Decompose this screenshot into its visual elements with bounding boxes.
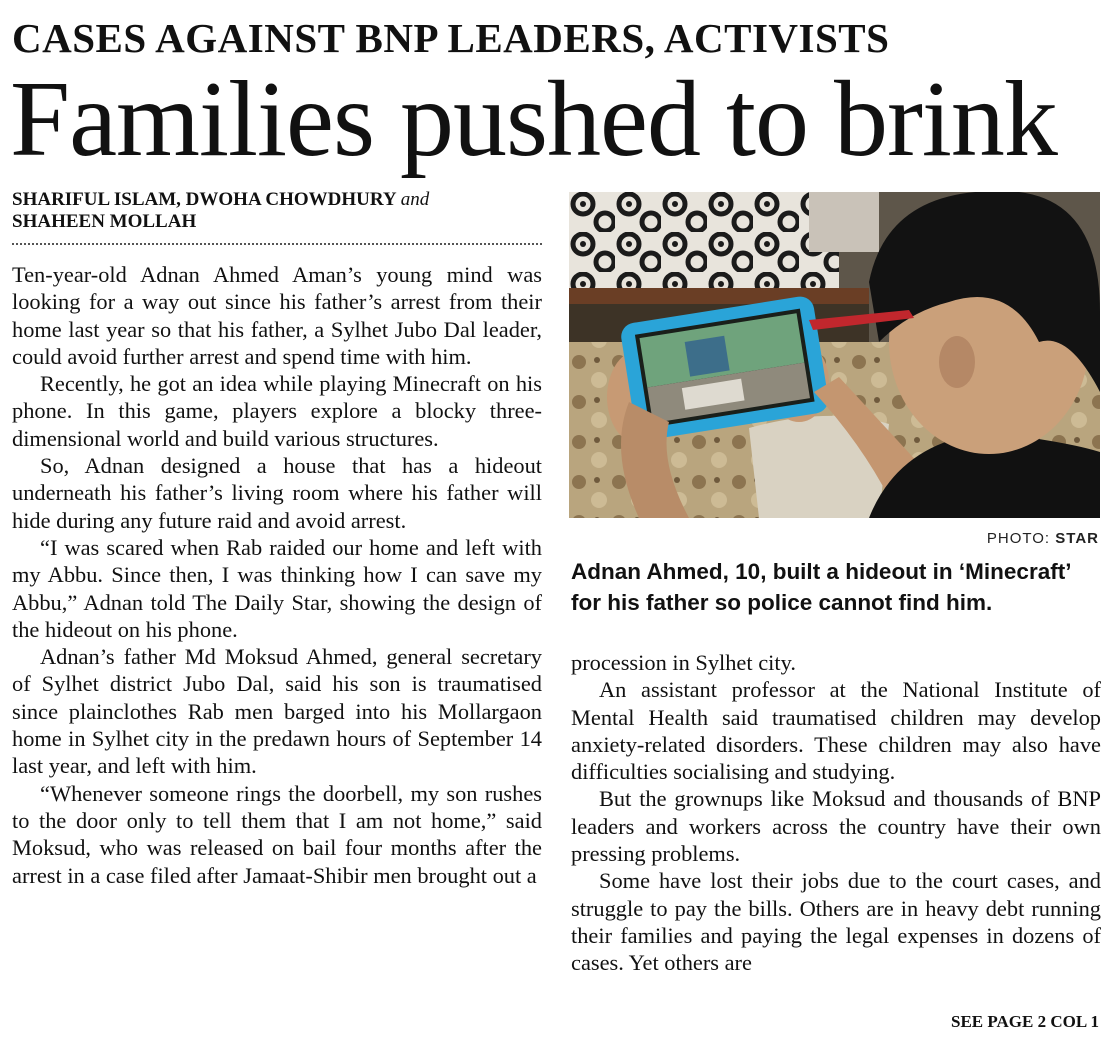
paragraph: Recently, he got an idea while playing Minecraft on his phone. In this game, players explore a blocky three-dimensional world and build various structures. — [12, 371, 542, 451]
paragraph: Some have lost their jobs due to the court cases, and struggle to pay the bills. Others are in heavy debt running their families and paying the legal expenses in dozens of cases. Yet others are — [571, 868, 1101, 976]
continued-jump: SEE PAGE 2 COL 1 — [951, 1012, 1099, 1031]
photo-credit — [987, 530, 1099, 547]
byline-authors-2: SHAHEEN MOLLAH — [12, 211, 197, 232]
photo-caption: Adnan Ahmed, 10, built a hideout in ‘Minecraft’ for his father so police cannot find him. — [571, 559, 1071, 615]
paragraph: An assistant professor at the National Institute of Mental Health said traumatised children may develop anxiety-related disorders. These children may also have difficulties socialising and studying. — [571, 677, 1101, 785]
photo-illustration — [569, 192, 1100, 518]
paragraph: Ten-year-old Adnan Ahmed Aman’s young mind was looking for a way out since his father’s arrest from their home last year so that his father, a Sylhet Jubo Dal leader, could avoid further arrest and spend time with him. — [12, 262, 542, 369]
credit-label: PHOTO: — [986, 530, 1051, 547]
byline-divider — [12, 243, 542, 245]
byline-and: and — [400, 189, 430, 210]
byline-authors-1: SHARIFUL ISLAM, DWOHA CHOWDHURY — [12, 189, 396, 210]
byline — [12, 189, 542, 233]
paragraph: procession in Sylhet city. — [571, 650, 796, 675]
paragraph: “I was scared when Rab raided our home and left with my Abbu. Since then, I was thinking how I can save my Abbu,” Adnan told The Daily Star, showing the design of the hideout on his phone. — [12, 534, 542, 642]
paragraph: “Whenever someone rings the doorbell, my son rushes to the door only to tell them that I am not home,” said Moksud, who was released on bail four months after the arrest in a case filed after Jamaat-Shibir men brought out a — [12, 780, 542, 888]
article-column-left — [12, 261, 542, 889]
news-photo — [569, 192, 1100, 518]
kicker: CASES AGAINST BNP LEADERS, ACTIVISTS — [12, 15, 890, 61]
paragraph: But the grownups like Moksud and thousands of BNP leaders and workers across the country have their own pressing problems. — [571, 786, 1101, 867]
paragraph: So, Adnan designed a house that has a hideout underneath his father’s living room where his father will hide during any future raid and avoid arrest. — [12, 453, 542, 533]
credit-source: STAR — [1055, 530, 1099, 547]
article-column-right — [571, 649, 1101, 977]
paragraph: Adnan’s father Md Moksud Ahmed, general secretary of Sylhet district Jubo Dal, said his son is traumatised since plainclothes Rab men barged into his Mollargaon home in Sylhet city in the predawn hours of September 14 last year, and left with him. — [12, 644, 542, 779]
headline: Families pushed to brink — [10, 60, 1057, 179]
